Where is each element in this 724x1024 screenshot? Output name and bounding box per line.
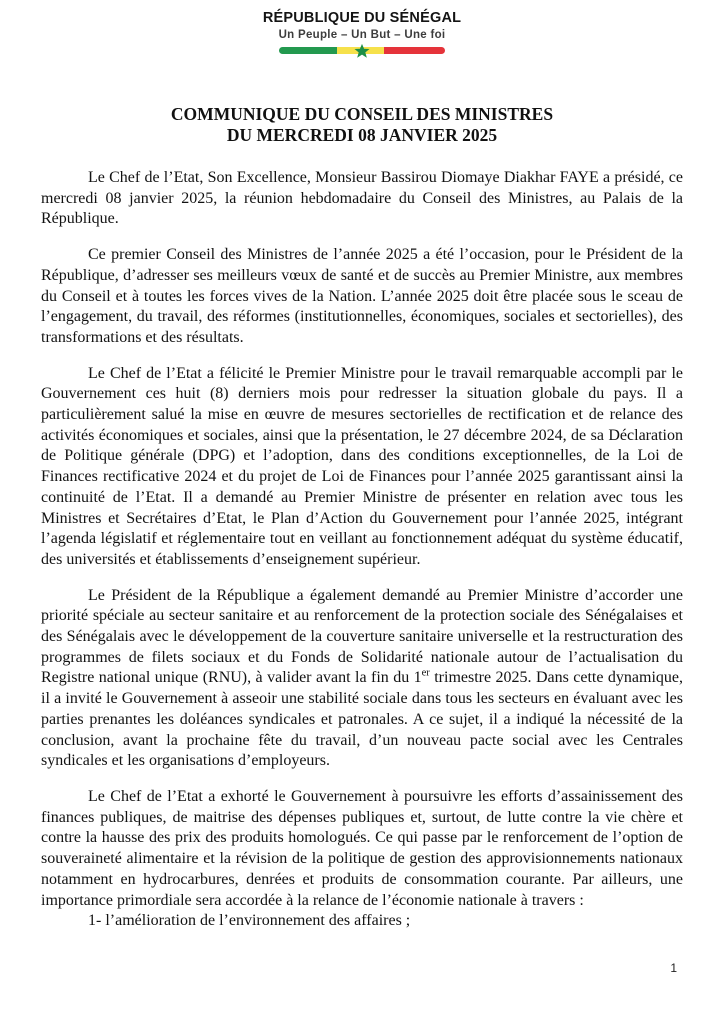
paragraph-5: Le Chef de l’Etat a exhorté le Gouvernement à poursuivre les efforts d’assainissement des finances publiques, de maitrise des dépenses publiques et, surtout, de lutte contre la vie chère et contre la hausse des prix des produits homologués. Ce qui passe par le renforcement de l’option de souveraineté alimentaire et la révision de la politique de gestion des approvisionnements nationaux notamment en hydrocarbures, denrées et produits de consommation courante. Par ailleurs, une importance primordiale sera accordée à la relance de l’économie nationale à travers :: [41, 787, 683, 909]
paragraph-4-text-a: Le Président de la République a également demandé au Premier Ministre d’accorder une priorité spéciale au secteur sanitaire et au renforcement de la protection sociale des Sénégalaises et des Sénégalais avec le développement de la couverture sanitaire universelle et la restructuration des programmes de filets sociaux et du Fonds de Solidarité nationale autour de l’actualisation du Registre national unique (RNU), à valider avant la fin du 1: [41, 586, 683, 687]
national-motto: Un Peuple – Un But – Une foi: [278, 29, 446, 41]
paragraph-3: Le Chef de l’Etat a félicité le Premier Ministre pour le travail remarquable accompli par le Gouvernement ces huit (8) derniers mois pour redresser la situation globale du pays. Il a particulièrement salué la mise en œuvre de mesures sectorielles de rectification et de relance des activités économiques et sociales, ainsi que la présentation, le 27 décembre 2024, de sa Déclaration de Politique générale (DPG) et l’adoption, dans des conditions exceptionnelles, de la Loi de Finances rectificative 2024 et du projet de Loi de Finances pour l’année 2025 garantissant ainsi la continuité de l’Etat. Il a demandé au Premier Ministre de présenter en relation avec tous les Ministres et Secrétaires d’Etat, le Plan d’Action du Gouvernement pour l’année 2025, intégrant l’agenda législatif et réglementaire tout en veillant au fonctionnement adéquat du système éducatif, des universités et établissements d’enseignement supérieur.: [41, 364, 683, 568]
paragraph-4: [41, 586, 683, 772]
flag-red-segment: [384, 47, 445, 54]
page-number: 1: [670, 961, 677, 975]
paragraph-1: Le Chef de l’Etat, Son Excellence, Monsieur Bassirou Diomaye Diakhar FAYE a présidé, ce mercredi 08 janvier 2025, la réunion hebdomadaire du Conseil des Ministres, au Palais de la République.: [41, 169, 683, 228]
document-body: [41, 168, 683, 932]
document-title: [41, 104, 683, 146]
list-item-1: 1- l’amélioration de l’environnement des affaires ;: [88, 912, 411, 930]
document-title-line1: COMMUNIQUE DU CONSEIL DES MINISTRES: [170, 104, 554, 124]
document-title-line2: DU MERCREDI 08 JANVIER 2025: [226, 125, 498, 145]
star-icon: [353, 41, 372, 60]
ordinal-superscript: er: [421, 668, 430, 680]
republic-title: RÉPUBLIQUE DU SÉNÉGAL: [262, 10, 462, 26]
header-logo: [41, 0, 683, 54]
paragraph-4-text-b: trimestre 2025. Dans cette dynamique, il a invité le Gouvernement à asseoir une stabilité sociale dans tous les secteurs en évaluant avec les parties prenantes les doléances syndicales et patronales. A ce sujet, il a indiqué la nécessité de la conclusion, avant la prochaine fête du travail, d’un nouveau pacte social avec les Centrales syndicales et les organisations d’employeurs.: [41, 669, 683, 770]
paragraph-2: Ce premier Conseil des Ministres de l’année 2025 a été l’occasion, pour le Président de la République, d’adresser ses meilleurs vœux de santé et de succès au Premier Ministre, aux membres du Conseil et à toutes les forces vives de la Nation. L’année 2025 doit être placée sous le sceau de l’engagement, du travail, des réformes (institutionnelles, économiques, sociales et sectorielles), des transformations et des résultats.: [41, 246, 683, 346]
flag-green-segment: [279, 47, 337, 54]
flag-bar: [279, 47, 445, 54]
